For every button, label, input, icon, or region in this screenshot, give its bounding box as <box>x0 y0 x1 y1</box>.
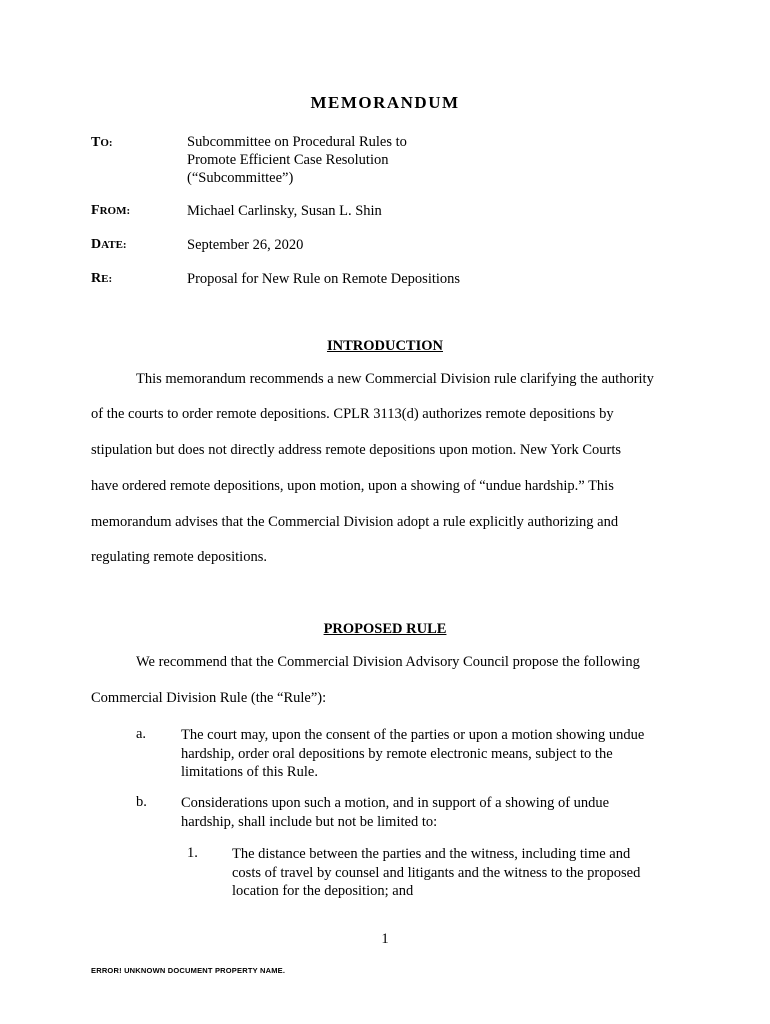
proposed-rule-heading: PROPOSED RULE <box>323 621 447 637</box>
to-line: Subcommittee on Procedural Rules to <box>187 134 407 150</box>
intro-line: regulating remote depositions. <box>91 549 267 565</box>
intro-line: have ordered remote depositions, upon motion, upon a showing of “undue hardship.” This <box>91 478 614 494</box>
from-label: FROM: <box>91 203 131 218</box>
item-text-a <box>181 726 644 782</box>
item-line: The court may, upon the consent of the parties or upon a motion showing undue <box>181 727 645 743</box>
subitem-line: costs of travel by counsel and litigants and the witness to the proposed <box>232 864 641 881</box>
to-line: (“Subcommittee”) <box>187 170 294 186</box>
introduction-heading: INTRODUCTION <box>326 338 443 354</box>
subitem-label-1: 1. <box>187 845 198 861</box>
item-label-a: a. <box>136 726 147 742</box>
item-line: hardship, order oral depositions by remote electronic means, subject to the <box>181 745 613 762</box>
item-line: Considerations upon such a motion, and in support of a showing of undue <box>181 795 610 811</box>
to-value <box>187 133 407 187</box>
intro-line: This memorandum recommends a new Commercial Division rule clarifying the authority <box>136 371 654 387</box>
intro-line: memorandum advises that the Commercial Division adopt a rule explicitly authorizing and <box>91 514 619 530</box>
rule-intro-line: We recommend that the Commercial Division Advisory Council propose the following <box>136 654 640 670</box>
intro-line: of the courts to order remote depositions. CPLR 3113(d) authorizes remote depositions by <box>91 406 614 422</box>
subitem-line: location for the deposition; and <box>232 883 414 899</box>
item-label-b: b. <box>136 794 147 810</box>
intro-line: stipulation but does not directly address remote depositions upon motion. New York Courts <box>91 442 622 458</box>
item-line: limitations of this Rule. <box>181 764 318 780</box>
item-line: hardship, shall include but not be limited to: <box>181 813 438 830</box>
page-number: 1 <box>381 931 389 947</box>
from-value: Michael Carlinsky, Susan L. Shin <box>187 203 382 219</box>
footer-text: ERROR! UNKNOWN DOCUMENT PROPERTY NAME. <box>91 966 286 975</box>
memo-title: MEMORANDUM <box>310 93 460 112</box>
rule-intro-line: Commercial Division Rule (the “Rule”): <box>91 690 327 706</box>
re-label: RE: <box>91 271 113 286</box>
date-label: DATE: <box>91 237 127 252</box>
to-label: TO: <box>91 135 113 150</box>
item-text-b <box>181 794 609 831</box>
subitem-line: The distance between the parties and the witness, including time and <box>232 846 631 862</box>
re-value: Proposal for New Rule on Remote Depositions <box>187 271 461 287</box>
date-value: September 26, 2020 <box>187 237 304 253</box>
subitem-text-1 <box>232 845 640 901</box>
to-line: Promote Efficient Case Resolution <box>187 152 389 168</box>
